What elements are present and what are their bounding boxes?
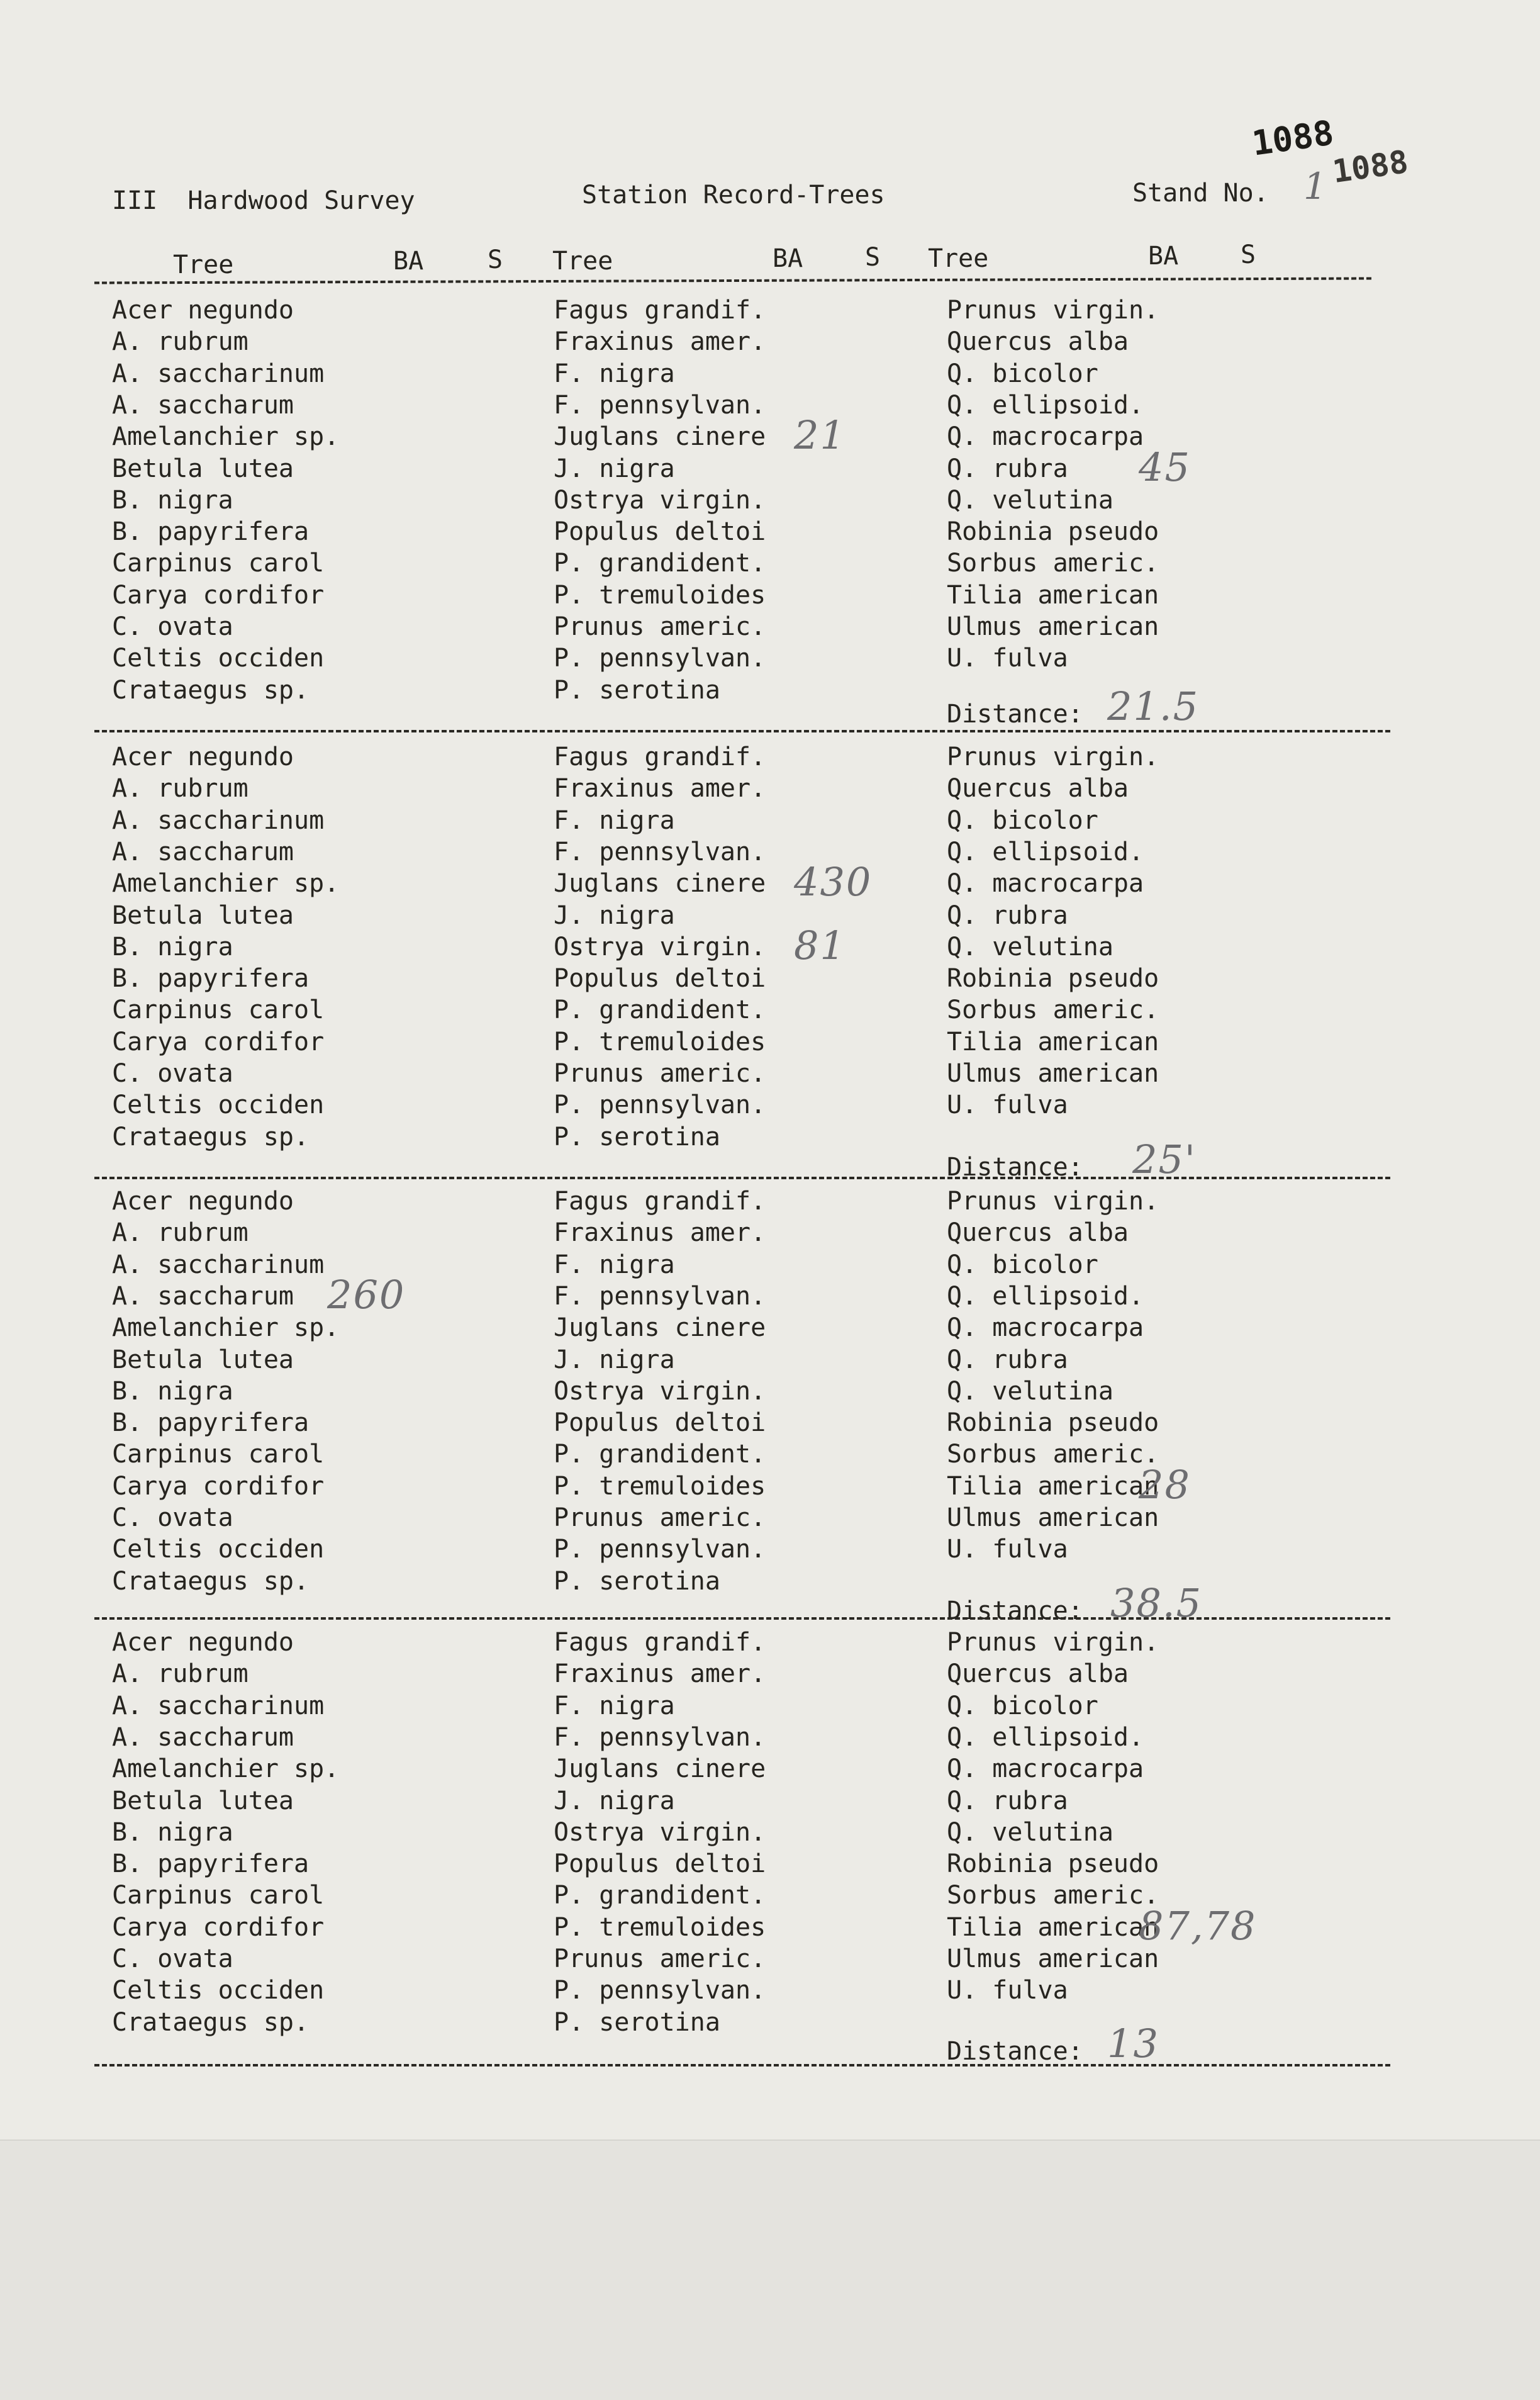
species-entry: P. serotina xyxy=(554,675,720,705)
species-entry: Ulmus american xyxy=(947,1059,1159,1088)
species-entry: B. nigra xyxy=(112,1817,233,1847)
handwritten-ba-note: 430 xyxy=(794,859,873,906)
species-entry: F. pennsylvan. xyxy=(554,390,766,420)
species-entry: P. tremuloides xyxy=(554,1912,766,1942)
species-entry: P. tremuloides xyxy=(554,1027,766,1057)
species-entry: A. rubrum xyxy=(112,1659,248,1689)
species-entry: Fagus grandif. xyxy=(554,743,766,771)
species-entry: F. pennsylvan. xyxy=(554,1281,766,1311)
species-entry: Amelanchier sp. xyxy=(112,869,340,899)
species-entry: Q. rubra xyxy=(947,900,1068,930)
species-entry: F. nigra xyxy=(554,1250,675,1279)
species-entry: Ostrya virgin. xyxy=(554,932,766,962)
species-entry: B. papyrifera xyxy=(112,1849,310,1879)
species-entry: F. nigra xyxy=(554,805,675,835)
species-entry: Q. velutina xyxy=(947,1376,1113,1406)
station-rule xyxy=(94,730,1390,732)
species-entry: B. papyrifera xyxy=(112,964,310,994)
species-entry: A. rubrum xyxy=(112,1218,248,1248)
species-entry: Populus deltoi xyxy=(554,1408,766,1438)
species-entry: Acer negundo xyxy=(112,743,294,771)
handwritten-ba-note: 45 xyxy=(1139,444,1191,490)
species-entry: U. fulva xyxy=(947,1535,1068,1564)
species-entry: Crataegus sp. xyxy=(112,2007,310,2037)
species-entry: Ostrya virgin. xyxy=(554,485,766,515)
species-entry: P. pennsylvan. xyxy=(554,1091,766,1120)
species-entry: Quercus alba xyxy=(947,774,1129,804)
species-entry: Robinia pseudo xyxy=(947,1849,1159,1879)
stand-number-stamp: 1088 xyxy=(1249,113,1336,164)
col3-ba-header: BA xyxy=(1148,242,1179,271)
col3-tree-header: Tree xyxy=(928,244,989,273)
species-entry: Sorbus americ. xyxy=(947,549,1159,578)
station-rule xyxy=(94,1617,1390,1620)
distance-value: 21.5 xyxy=(1107,683,1200,729)
species-entry: Carya cordifor xyxy=(112,1912,325,1942)
species-entry: Q. macrocarpa xyxy=(947,869,1144,899)
col2-s-header: S xyxy=(865,243,881,272)
species-entry: Q. rubra xyxy=(947,454,1068,483)
species-entry: P. pennsylvan. xyxy=(554,644,766,673)
species-entry: P. grandident. xyxy=(554,995,766,1025)
species-entry: Ulmus american xyxy=(947,612,1159,641)
species-entry: Betula lutea xyxy=(112,900,294,930)
species-entry: Tilia american xyxy=(947,1471,1159,1501)
species-entry: Celtis occiden xyxy=(112,1976,325,2005)
species-entry: Amelanchier sp. xyxy=(112,422,340,452)
species-entry: A. saccharinum xyxy=(112,1250,325,1279)
species-entry: Populus deltoi xyxy=(554,964,766,994)
species-entry: Fagus grandif. xyxy=(554,1187,766,1216)
species-entry: Q. bicolor xyxy=(947,805,1098,835)
species-entry: A. saccharum xyxy=(112,390,294,420)
distance-label: Distance: xyxy=(947,1596,1083,1625)
species-entry: C. ovata xyxy=(112,1944,233,1973)
species-entry: Q. velutina xyxy=(947,932,1113,962)
species-entry: Celtis occiden xyxy=(112,644,325,673)
species-entry: Ulmus american xyxy=(947,1503,1159,1532)
col3-s-header: S xyxy=(1241,240,1256,269)
species-entry: Q. macrocarpa xyxy=(947,1313,1144,1343)
species-entry: U. fulva xyxy=(947,644,1068,673)
species-entry: Quercus alba xyxy=(947,1218,1129,1248)
handwritten-ba-note: 87,78 xyxy=(1139,1902,1257,1949)
species-entry: Q. bicolor xyxy=(947,1691,1098,1720)
species-entry: Ostrya virgin. xyxy=(554,1376,766,1406)
species-entry: Betula lutea xyxy=(112,454,294,483)
species-entry: U. fulva xyxy=(947,1976,1068,2005)
species-entry: P. serotina xyxy=(554,1566,720,1596)
paper-fold xyxy=(0,2139,1540,2400)
distance-value: 13 xyxy=(1107,2021,1159,2066)
col1-ba-header: BA xyxy=(393,247,424,276)
col2-tree-header: Tree xyxy=(552,247,613,276)
species-entry: Q. macrocarpa xyxy=(947,1754,1144,1784)
handwritten-ba-note: 81 xyxy=(794,922,846,968)
species-entry: Carpinus carol xyxy=(112,995,325,1025)
species-entry: Ulmus american xyxy=(947,1944,1159,1973)
species-entry: A. saccharinum xyxy=(112,359,325,388)
species-entry: P. pennsylvan. xyxy=(554,1976,766,2005)
species-entry: Robinia pseudo xyxy=(947,964,1159,994)
species-entry: A. saccharinum xyxy=(112,1691,325,1720)
species-entry: Q. velutina xyxy=(947,1817,1113,1847)
species-entry: Populus deltoi xyxy=(554,1849,766,1879)
species-entry: Tilia american xyxy=(947,1027,1159,1057)
species-entry: Carya cordifor xyxy=(112,580,325,610)
species-entry: C. ovata xyxy=(112,612,233,641)
species-entry: Prunus virgin. xyxy=(947,296,1159,325)
species-entry: Prunus virgin. xyxy=(947,1628,1159,1657)
stand-number-stamp-overprint: 1088 xyxy=(1330,143,1410,191)
species-entry: A. rubrum xyxy=(112,774,248,804)
distance-value: 25' xyxy=(1132,1136,1197,1182)
species-entry: Betula lutea xyxy=(112,1786,294,1815)
species-entry: Crataegus sp. xyxy=(112,1566,310,1596)
species-entry: J. nigra xyxy=(554,454,675,483)
species-entry: Ostrya virgin. xyxy=(554,1817,766,1847)
species-entry: A. rubrum xyxy=(112,327,248,357)
species-entry: Q. rubra xyxy=(947,1345,1068,1374)
species-entry: Q. ellipsoid. xyxy=(947,1722,1144,1752)
species-entry: B. nigra xyxy=(112,1376,233,1406)
species-entry: Robinia pseudo xyxy=(947,1408,1159,1438)
distance-value: 38.5 xyxy=(1110,1580,1203,1626)
species-entry: P. tremuloides xyxy=(554,580,766,610)
species-entry: A. saccharum xyxy=(112,1722,294,1752)
species-entry: Q. ellipsoid. xyxy=(947,390,1144,420)
species-entry: F. pennsylvan. xyxy=(554,1722,766,1752)
stand-number-mark: 1 xyxy=(1303,165,1328,208)
species-entry: P. tremuloides xyxy=(554,1471,766,1501)
species-entry: Fraxinus amer. xyxy=(554,774,766,804)
species-entry: Populus deltoi xyxy=(554,517,766,547)
species-entry: Robinia pseudo xyxy=(947,517,1159,547)
species-entry: B. papyrifera xyxy=(112,517,310,547)
species-entry: Betula lutea xyxy=(112,1345,294,1374)
species-entry: Juglans cinere xyxy=(554,1754,766,1784)
species-entry: Q. bicolor xyxy=(947,1250,1098,1279)
species-entry: J. nigra xyxy=(554,900,675,930)
species-entry: Celtis occiden xyxy=(112,1535,325,1564)
species-entry: Crataegus sp. xyxy=(112,675,310,705)
species-entry: Fagus grandif. xyxy=(554,296,766,325)
station-rule xyxy=(94,2064,1390,2066)
species-entry: Celtis occiden xyxy=(112,1091,325,1120)
species-entry: Prunus virgin. xyxy=(947,743,1159,771)
species-entry: Acer negundo xyxy=(112,1628,294,1657)
species-entry: Fraxinus amer. xyxy=(554,327,766,357)
survey-title: III Hardwood Survey xyxy=(112,186,415,215)
species-entry: Sorbus americ. xyxy=(947,1440,1159,1469)
species-entry: C. ovata xyxy=(112,1059,233,1088)
handwritten-ba-note: 21 xyxy=(794,412,846,459)
species-entry: Q. ellipsoid. xyxy=(947,837,1144,866)
species-entry: P. pennsylvan. xyxy=(554,1535,766,1564)
stand-number-label: Stand No. xyxy=(1132,179,1269,208)
distance-label: Distance: xyxy=(947,1153,1083,1182)
species-entry: B. nigra xyxy=(112,932,233,962)
species-entry: Fagus grandif. xyxy=(554,1628,766,1657)
distance-label: Distance: xyxy=(947,700,1083,729)
species-entry: A. saccharum xyxy=(112,837,294,866)
species-entry: Carya cordifor xyxy=(112,1027,325,1057)
species-entry: Sorbus americ. xyxy=(947,995,1159,1025)
species-entry: P. serotina xyxy=(554,1122,720,1152)
species-entry: C. ovata xyxy=(112,1503,233,1532)
record-title: Station Record-Trees xyxy=(582,181,885,210)
species-entry: Carpinus carol xyxy=(112,1440,325,1469)
species-entry: Amelanchier sp. xyxy=(112,1754,340,1784)
species-entry: Q. velutina xyxy=(947,485,1113,515)
species-entry: J. nigra xyxy=(554,1345,675,1374)
species-entry: Sorbus americ. xyxy=(947,1881,1159,1910)
species-entry: J. nigra xyxy=(554,1786,675,1815)
species-entry: Carpinus carol xyxy=(112,1881,325,1910)
species-entry: Amelanchier sp. xyxy=(112,1313,340,1343)
species-entry: Q. ellipsoid. xyxy=(947,1281,1144,1311)
species-entry: P. serotina xyxy=(554,2007,720,2037)
col2-ba-header: BA xyxy=(773,244,803,273)
col1-s-header: S xyxy=(488,245,503,274)
species-entry: Juglans cinere xyxy=(554,1313,766,1343)
species-entry: A. saccharinum xyxy=(112,805,325,835)
species-entry: Q. rubra xyxy=(947,1786,1068,1815)
species-entry: B. papyrifera xyxy=(112,1408,310,1438)
species-entry: Prunus americ. xyxy=(554,612,766,641)
species-entry: Prunus americ. xyxy=(554,1059,766,1088)
species-entry: Carpinus carol xyxy=(112,549,325,578)
species-entry: Prunus americ. xyxy=(554,1944,766,1973)
species-entry: A. saccharum xyxy=(112,1281,294,1311)
species-entry: F. nigra xyxy=(554,1691,675,1720)
species-entry: Quercus alba xyxy=(947,1659,1129,1689)
species-entry: F. nigra xyxy=(554,359,675,388)
species-entry: Acer negundo xyxy=(112,1187,294,1216)
station-rule xyxy=(94,1177,1390,1179)
species-entry: Juglans cinere xyxy=(554,869,766,899)
species-entry: Prunus virgin. xyxy=(947,1187,1159,1216)
species-entry: Tilia american xyxy=(947,580,1159,610)
species-entry: Q. bicolor xyxy=(947,359,1098,388)
species-entry: Q. macrocarpa xyxy=(947,422,1144,452)
species-entry: P. grandident. xyxy=(554,549,766,578)
species-entry: U. fulva xyxy=(947,1091,1068,1120)
handwritten-ba-note: 260 xyxy=(327,1271,406,1318)
species-entry: B. nigra xyxy=(112,485,233,515)
handwritten-ba-note: 28 xyxy=(1139,1461,1191,1508)
distance-label: Distance: xyxy=(947,2037,1083,2066)
species-entry: P. grandident. xyxy=(554,1440,766,1469)
species-entry: Juglans cinere xyxy=(554,422,766,452)
species-entry: Fraxinus amer. xyxy=(554,1659,766,1689)
species-entry: F. pennsylvan. xyxy=(554,837,766,866)
col1-tree-header: Tree xyxy=(173,250,234,279)
species-entry: Tilia american xyxy=(947,1912,1159,1942)
species-entry: P. grandident. xyxy=(554,1881,766,1910)
species-entry: Carya cordifor xyxy=(112,1471,325,1501)
species-entry: Acer negundo xyxy=(112,296,294,325)
species-entry: Crataegus sp. xyxy=(112,1122,310,1152)
species-entry: Quercus alba xyxy=(947,327,1129,357)
species-entry: Fraxinus amer. xyxy=(554,1218,766,1248)
species-entry: Prunus americ. xyxy=(554,1503,766,1532)
